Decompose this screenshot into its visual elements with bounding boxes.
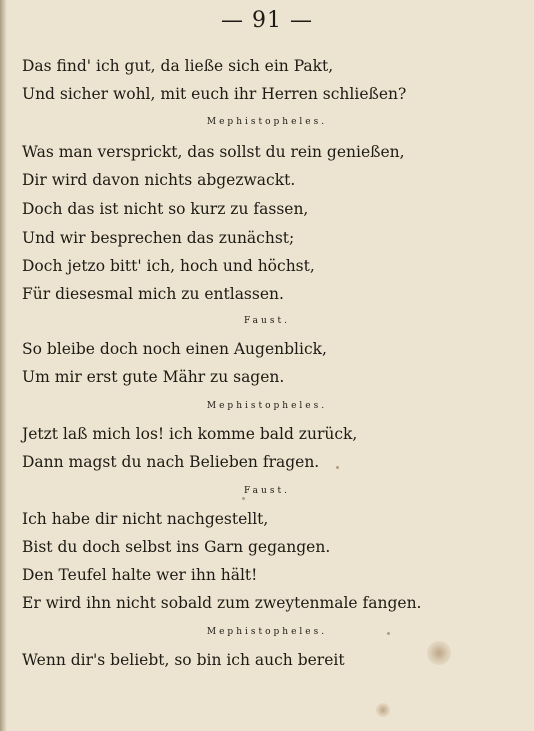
- verse-line: Für diesesmal mich zu entlassen.: [22, 285, 284, 303]
- verse-line: Das find' ich gut, da ließe sich ein Pakt,: [22, 57, 334, 75]
- speaker-name: Mephistopheles.: [206, 117, 328, 127]
- verse-line: Bist du doch selbst ins Garn gegangen.: [22, 538, 331, 556]
- verse-line: Doch das ist nicht so kurz zu fassen,: [22, 200, 309, 218]
- foxing-stain: [376, 703, 390, 717]
- speaker-name: Mephistopheles.: [206, 401, 328, 411]
- paper-fleck: [336, 466, 339, 469]
- verse-line: Ich habe dir nicht nachgestellt,: [22, 510, 269, 528]
- verse-line: Den Teufel halte wer ihn hält!: [22, 566, 258, 584]
- verse-line: Um mir erst gute Mähr zu sagen.: [22, 368, 285, 386]
- verse-line: So bleibe doch noch einen Augenblick,: [22, 340, 327, 358]
- verse-line: Doch jetzo bitt' ich, hoch und höchst,: [22, 257, 315, 275]
- speaker-name: Faust.: [244, 316, 290, 326]
- verse-line: Wenn dir's beliebt, so bin ich auch bereit: [22, 651, 345, 669]
- page-number: — 91 —: [221, 8, 313, 33]
- verse-line: Und sicher wohl, mit euch ihr Herren schließen?: [22, 85, 407, 103]
- speaker-name: Faust.: [244, 486, 290, 496]
- verse-line: Dir wird davon nichts abgezwackt.: [22, 171, 296, 189]
- foxing-stain: [427, 641, 451, 665]
- speaker-name: Mephistopheles.: [206, 627, 328, 637]
- verse-line: Er wird ihn nicht sobald zum zweytenmale fangen.: [22, 594, 422, 612]
- verse-line: Dann magst du nach Belieben fragen.: [22, 453, 320, 471]
- verse-line: Jetzt laß mich los! ich komme bald zurück,: [22, 425, 358, 443]
- verse-line: Was man versprickt, das sollst du rein genießen,: [22, 143, 405, 161]
- verse-line: Und wir besprechen das zunächst;: [22, 229, 295, 247]
